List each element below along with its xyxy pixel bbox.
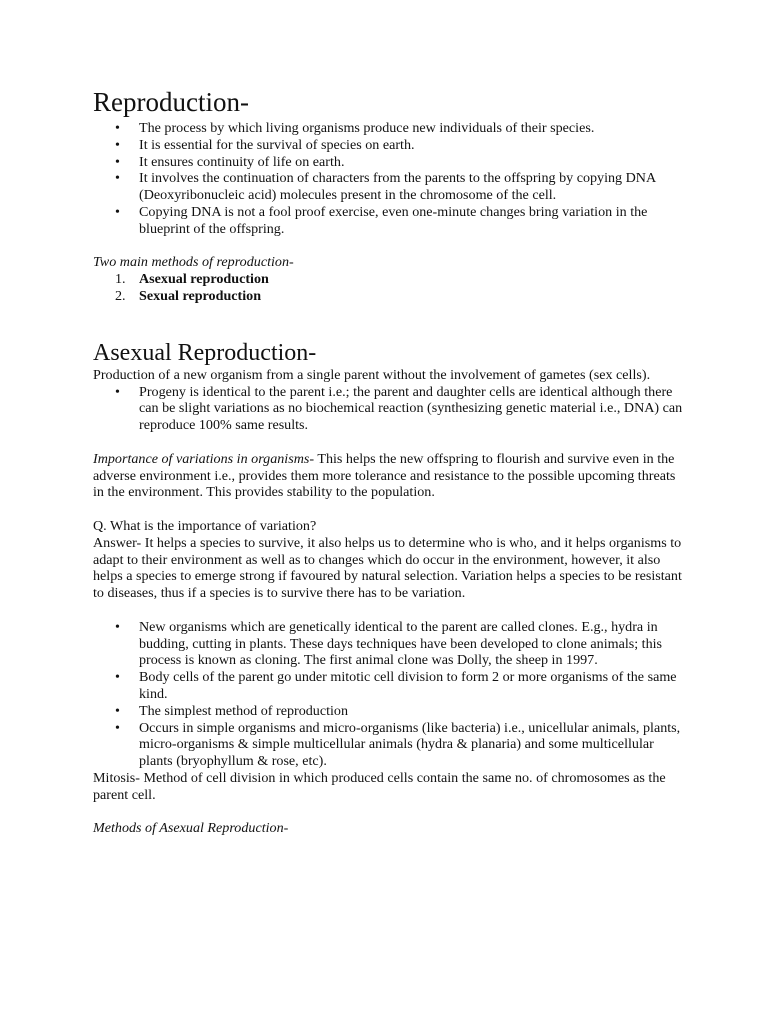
asexual-methods-subheading [93,820,683,837]
list-item: • Occurs in simple organisms and micro-organisms (like bacteria) i.e., unicellular animals, plants, micro-organisms & simple multicellular animals (hydra & planaria) and some multicellular plants (bryophyllum & rose, etc). [93,720,683,770]
methods-numbered-list [93,271,683,305]
list-item: • It is essential for the survival of species on earth. [93,137,683,154]
answer: Answer- It helps a species to survive, it also helps us to determine who is who, and it helps organisms to adapt to their environment as well as to changes which do occur in the environment, however, it also helps a species to emerge strong if favoured by natural selection. Variation helps a species to be resistant to diseases, thus if a species is to survive there has to be variation. [93,534,682,602]
spacer [93,238,683,255]
mitosis-definition: Mitosis- Method of cell division in which produced cells contain the same no. of chromosomes as the parent cell. [93,769,666,803]
spacer [93,602,683,619]
importance-paragraph [93,451,683,501]
list-item [93,288,683,305]
list-number: 2. [115,287,126,304]
spacer [93,434,683,451]
reproduction-heading: Reproduction- [93,87,249,117]
methods-subheading [93,254,683,271]
asexual-intro: Production of a new organism from a single parent without the involvement of gametes (sex cells). [93,366,651,383]
spacer [93,501,683,518]
list-item: • It involves the continuation of characters from the parents to the offspring by copying DNA (Deoxyribonucleic acid) molecules present in the chromosome of the cell. [93,170,683,204]
list-item: • The simplest method of reproduction [93,703,683,720]
question: Q. What is the importance of variation? [93,517,317,534]
asexual-methods-subheading-text: Methods of Asexual Reproduction- [93,820,289,837]
asexual-bullet-list-2 [93,619,683,770]
list-item: • New organisms which are genetically identical to the parent are called clones. E.g., hydra in budding, cutting in plants. These days techniques have been developed to clone animals; this process is known as cloning. The first animal clone was Dolly, the sheep in 1997. [93,619,683,669]
importance-text: This helps the new offspring to flourish and survive even in the adverse environment i.e., provides them more tolerance and resistance to the possible upcoming threats in the environment. This provides stability to the population. [93,450,676,501]
list-item: • Progeny is identical to the parent i.e.; the parent and daughter cells are identical although there can be slight variations as no biochemical reaction (synthesizing genetic material i.e., DNA) can reproduce 100% same results. [93,384,683,434]
importance-label: Importance of variations in organisms- [93,450,315,467]
list-item [93,271,683,288]
reproduction-bullet-list [93,120,683,238]
methods-subheading-text: Two main methods of reproduction- [93,254,294,271]
method-label: Sexual reproduction [139,287,262,304]
list-item: • The process by which living organisms produce new individuals of their species. [93,120,683,137]
method-label: Asexual reproduction [139,271,269,288]
list-item: • It ensures continuity of life on earth. [93,154,683,171]
list-item: • Copying DNA is not a fool proof exercise, even one-minute changes bring variation in the blueprint of the offspring. [93,204,683,238]
list-number: 1. [115,271,126,288]
document-page [93,84,683,837]
list-item: • Body cells of the parent go under mitotic cell division to form 2 or more organisms of the same kind. [93,669,683,703]
spacer [93,803,683,820]
asexual-bullet-list-1 [93,384,683,434]
asexual-reproduction-heading: Asexual Reproduction- [93,339,317,366]
